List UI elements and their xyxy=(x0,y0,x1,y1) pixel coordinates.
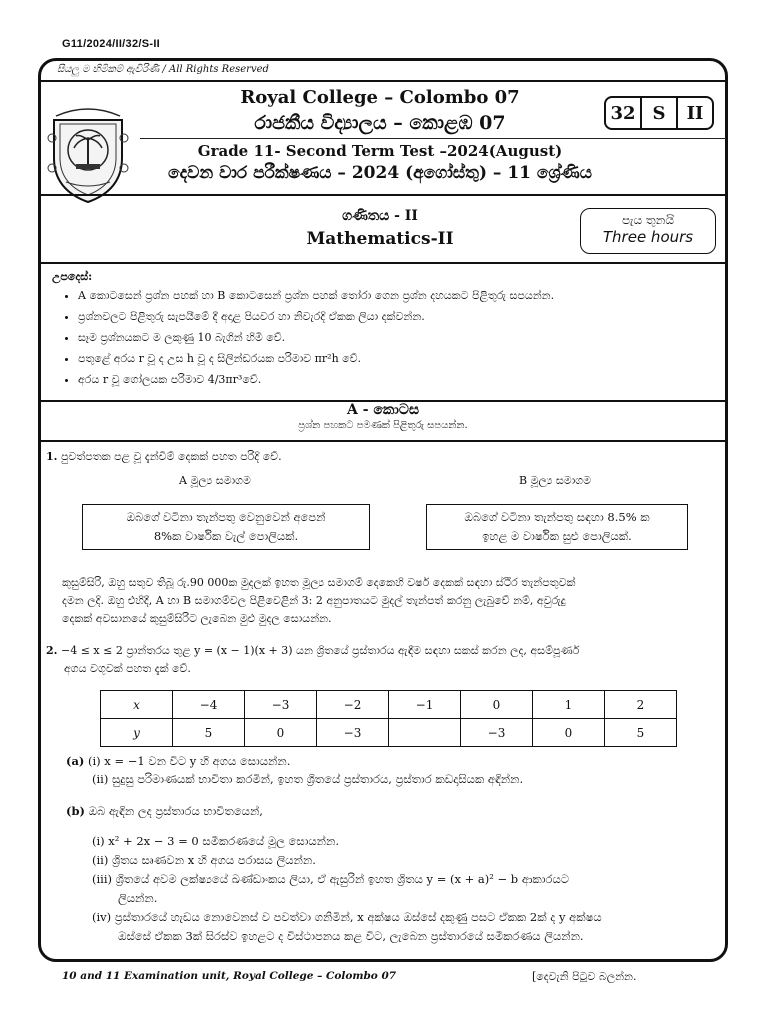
table-cell: 5 xyxy=(173,719,245,747)
q1-intro-line xyxy=(46,448,282,466)
table-cell: 0 xyxy=(533,719,605,747)
q2-line2: අගය වගුවක් පහත දැක් වේ. xyxy=(64,662,191,675)
divider xyxy=(40,80,726,82)
table-cell: −2 xyxy=(317,691,389,719)
q1-body-line: දෙකක් අවසානයේ කුසුම්සිරිට ලැබෙන මුළු මුදල සොයන්න. xyxy=(62,612,332,625)
school-name-en: Royal College – Colombo 07 xyxy=(240,87,520,108)
duration-en: Three hours xyxy=(602,228,694,246)
advert-b-line2: ඉහළ ම වාර්ෂික සුළු පොලියක්. xyxy=(482,529,632,543)
q1-intro: පුවත්පතක පළ වූ දැන්වීම් දෙකක් පහත පරිදි වේ. xyxy=(60,450,282,463)
table-row xyxy=(101,719,677,747)
duration-si: පැය තුනයි xyxy=(621,213,675,227)
part-b-iv: (iv) ප්‍රස්තාරයේ හැඩය නොවෙනස් ව පවත්වා ගනිමින්, x අක්ෂය ඔස්සේ දකුණු පසට ඒකක 2ක් ද y අක්ෂය xyxy=(92,910,602,924)
company-a-advert xyxy=(82,504,370,550)
subject-en: Mathematics-II xyxy=(306,229,454,249)
table-cell: 1 xyxy=(533,691,605,719)
q2-number: 2. xyxy=(46,644,58,657)
q1-body-line: කුසුම්සිරි, ඔහු සතුව තිබූ රු.90 000ක මුදලක් ඉහත මූල්‍ය සමාගම් දෙකෙහි වර්ෂ දෙකක් සඳහා ස්ථිර තැන්පතුවක් xyxy=(62,576,576,589)
college-crest-logo xyxy=(46,98,130,204)
table-cell: −3 xyxy=(317,719,389,747)
company-b-heading: B මූල්‍ය සමාගම xyxy=(518,474,592,487)
q1-body xyxy=(62,574,722,628)
table-cell: 0 xyxy=(461,691,533,719)
rights-notice: සියලු ම හිමිකම් ඇවිරිණි / All Rights Reserved xyxy=(57,64,269,75)
divider xyxy=(140,138,726,139)
instructions-heading: උපදෙස්: xyxy=(52,270,93,283)
advert-a-line2: 8%ක වාර්ෂික වැල් පොලියක්. xyxy=(153,529,299,543)
code-box-number: 32 xyxy=(610,102,636,124)
table-header-cell: x xyxy=(101,691,173,719)
advert-b-line1: ඔබගේ වටිනා තැන්පතු සඳහා 8.5% ක xyxy=(464,510,650,524)
code-box-part: II xyxy=(676,98,712,128)
test-title-si: දෙවන වාර පරීක්ෂණය – 2024 (අගෝස්තු) – 11 ශ්‍රේණිය xyxy=(168,163,592,183)
divider xyxy=(40,262,726,264)
divider xyxy=(40,440,726,442)
part-b-iii: (iii) ශ්‍රිතයේ අවම ලක්ෂ්‍යයේ ඛණ්ඩාංකය ලියා, ඒ ඇසුරින් ඉහත ශ්‍රිතය y = (x + a)² − b ආකාරයට xyxy=(92,872,570,886)
instruction-item: • අරය r වූ ගෝලයක පරිමාව 4/3πr³වේ. xyxy=(78,372,722,388)
q2-intro xyxy=(46,642,722,678)
part-b-ii: (ii) ශ්‍රිතය සෘණවන x හි අගය පරාසය ලියන්න. xyxy=(92,853,316,867)
paper-code: G11/2024/II/32/S-II xyxy=(62,38,161,50)
q2-part-b xyxy=(66,802,716,820)
q1-body-line: දමන ලදි. ඔහු එහිදී, A හා B සමාගම්වල පිළිවෙළින් 3: 2 අනුපාතයට මුදල් තැන්පත් කරනු ලැබුවේ නම්, අවුරුදු xyxy=(62,594,566,607)
subject-si: ගණිතය - II xyxy=(342,208,418,224)
section-a-subtitle: ප්‍රශ්න පහකට පමණක් පිළිතුරු සපයන්න. xyxy=(298,420,468,431)
table-cell: 0 xyxy=(245,719,317,747)
code-box-medium: S xyxy=(640,98,676,128)
table-cell-blank xyxy=(389,719,461,747)
footer-turn-page: [දෙවැනි පිටුව බලන්න. xyxy=(532,970,637,983)
divider xyxy=(40,194,726,196)
q2-part-b-items xyxy=(92,832,722,946)
instruction-item: • පතුළේ අරය r වූ ද උස h වූ ද සිලින්ඩරයක පරිමාව πr²h වේ. xyxy=(78,351,722,367)
table-header-cell: y xyxy=(101,719,173,747)
value-table xyxy=(100,690,677,747)
school-name-si: රාජකීය විද්‍යාලය – කොළඹ 07 xyxy=(254,112,506,134)
part-b-iii-cont: ලියන්න. xyxy=(118,891,158,905)
instruction-item: • ප්‍රශ්නවලට පිළිතුරු සැපයීමේ දී අදාළ පියවර හා නිවැරදි ඒකක ලියා දක්වන්න. xyxy=(78,309,722,325)
company-a-heading: A මූල්‍ය සමාගම xyxy=(179,474,251,487)
table-cell: 5 xyxy=(605,719,677,747)
advert-a-line1: ඔබගේ වටිනා තැන්පතු වෙනුවෙන් අපෙන් xyxy=(126,510,326,524)
instructions xyxy=(52,270,722,393)
part-b-label: (b) xyxy=(66,804,85,818)
q1-number: 1. xyxy=(46,450,58,463)
table-row xyxy=(101,691,677,719)
table-cell: −3 xyxy=(461,719,533,747)
part-a-ii: (ii) සුදුසු පරිමාණයක් භාවිතා කරමින්, ඉහත ශ්‍රිතයේ ප්‍රස්තාරය, ප්‍රස්තාර කඩදාසියක අඳින්න. xyxy=(92,772,524,786)
table-cell: −1 xyxy=(389,691,461,719)
table-cell: −4 xyxy=(173,691,245,719)
test-title-en: Grade 11- Second Term Test –2024(August) xyxy=(197,142,563,160)
table-cell: 2 xyxy=(605,691,677,719)
part-a-label: (a) xyxy=(66,754,85,768)
part-b-iv-cont: ඔස්සේ ඒකක 3ක් සිරස්ව ඉහළට ද විස්ථාපනය කළ විට, ලැබෙන ප්‍රස්තාරයේ සමීකරණය ලියන්න. xyxy=(118,929,584,943)
company-b-advert xyxy=(426,504,688,550)
part-b-i: (i) x² + 2x − 3 = 0 සමීකරණයේ මූල සොයන්න. xyxy=(92,834,340,848)
duration-box xyxy=(580,208,716,254)
q2-line1: −4 ≤ x ≤ 2 ප්‍රාන්තරය තුළ y = (x − 1)(x + 3) යන ශ්‍රිතයේ ප්‍රස්තාරය ඇඳීම සඳහා සකස් කරන ලද, අසම්පූර්ණ xyxy=(60,644,580,657)
footer-unit: 10 and 11 Examination unit, Royal College – Colombo 07 xyxy=(62,970,397,982)
part-a-i: (i) x = −1 වන විට y හි අගය සොයන්න. xyxy=(88,754,291,768)
instruction-item: • A කොටසෙන් ප්‍රශ්න පහක් හා B කොටසෙන් ප්‍රශ්න පහක් තෝරා ගෙන ප්‍රශ්න දහයකට පිළිතුරු සපයන්න. xyxy=(78,288,722,304)
part-b-intro: ඔබ ඇඳින ලද ප්‍රස්තාරය භාවිතයෙන්, xyxy=(88,804,263,818)
q2-part-a xyxy=(66,752,716,788)
instruction-item: • සෑම ප්‍රශ්නයකට ම ලකුණු 10 බැගින් හිමි වේ. xyxy=(78,330,722,346)
table-cell: −3 xyxy=(245,691,317,719)
section-a-header xyxy=(40,402,726,431)
paper-code-boxes xyxy=(604,96,714,130)
section-a-title: A - කොටස xyxy=(346,402,420,418)
